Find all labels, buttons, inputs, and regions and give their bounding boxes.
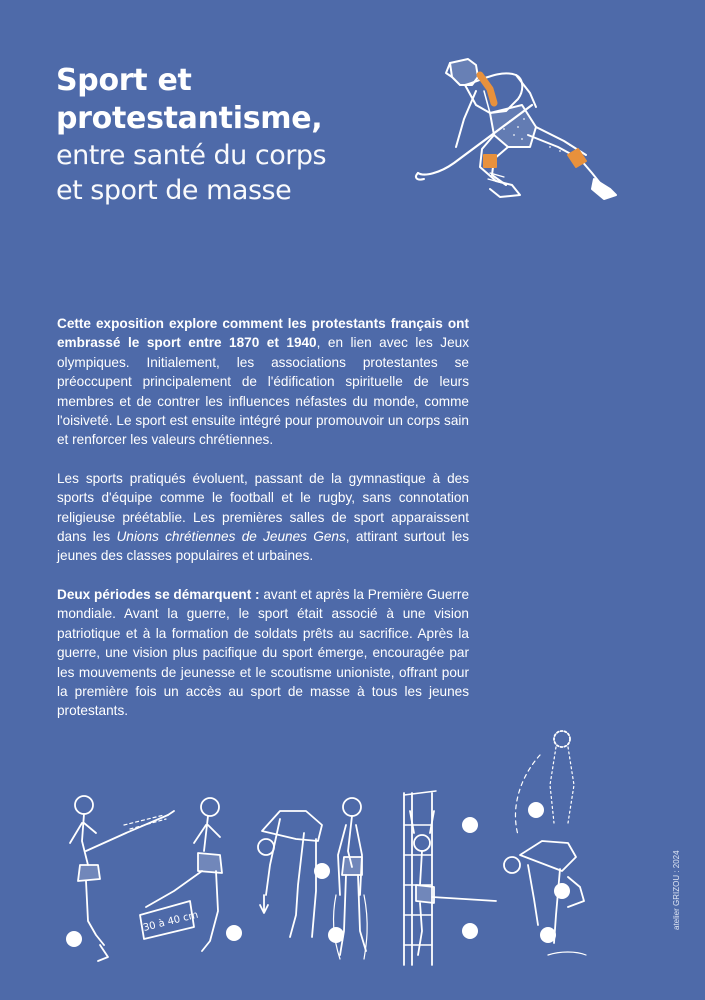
figure-wall-bars [404,791,496,965]
subtitle-line-1: entre santé du corps [56,140,327,171]
subtitle-line-2: et sport de masse [56,175,292,206]
figure-forward-bend [258,811,322,937]
gymnastics-figures-illustration [40,715,600,975]
paragraph-intro [57,314,469,450]
paragraph-periods-bold: Deux périodes se démarquent : [57,586,260,602]
ball-5 [462,817,478,833]
paragraph-periods [57,585,469,721]
figure-jump-sequence [504,731,586,955]
ball-1 [66,931,82,947]
title-block [56,62,386,208]
ball-7 [528,802,544,818]
paragraph-sports-italic: Unions chrétiennes de Jeunes Gens [116,529,346,545]
title-line-1: Sport et [56,63,192,98]
paragraph-sports-text-end: , attirant surtout les jeunes des classes populaires et urbaines. [57,529,469,564]
ball-2 [226,925,242,941]
body-text [57,314,469,740]
measure-label: 30 à 40 cm [142,909,200,934]
paragraph-sports [57,469,469,566]
credit-text: atelier GRIZOU : 2024 [672,850,681,930]
paragraph-intro-bold: Cette exposition explore comment les protestants français ont embrassé le sport entre 1870 et 1940 [57,316,469,351]
ball-9 [554,883,570,899]
paragraph-periods-text: avant et après la Première Guerre mondiale. Avant la guerre, le sport était associé à une vision patriotique et à la formation de soldats prêts au sacrifice. Après la guerre, une vision plus pacifique du sport émerge, encouragée par les mouvements de jeunesse et le scoutisme unioniste, offrant pour la première fois un accès au sport de masse à tous les jeunes protestants. [57,586,470,719]
title-line-2: protestantisme, [56,101,323,136]
paragraph-intro-text: , en lien avec les Jeux olympiques. Initialement, les associations protestantes se préoccupent principalement de l'édification spirituelle de leurs membres et de contrer les influences néfastes du monde, comme l'oisiveté. Le sport est ensuite intégré pour promouvoir un corps sain et renforcer les valeurs chrétiennes. [57,335,469,448]
ball-6 [462,923,478,939]
hockey-player-illustration [410,55,630,215]
paragraph-sports-text-start: Les sports pratiqués évoluent, passant de la gymnastique à des sports d'équipe comme le football et le rugby, sans connotation religieuse préétablie. Les premières salles de sport apparaissent dans les [57,470,469,545]
